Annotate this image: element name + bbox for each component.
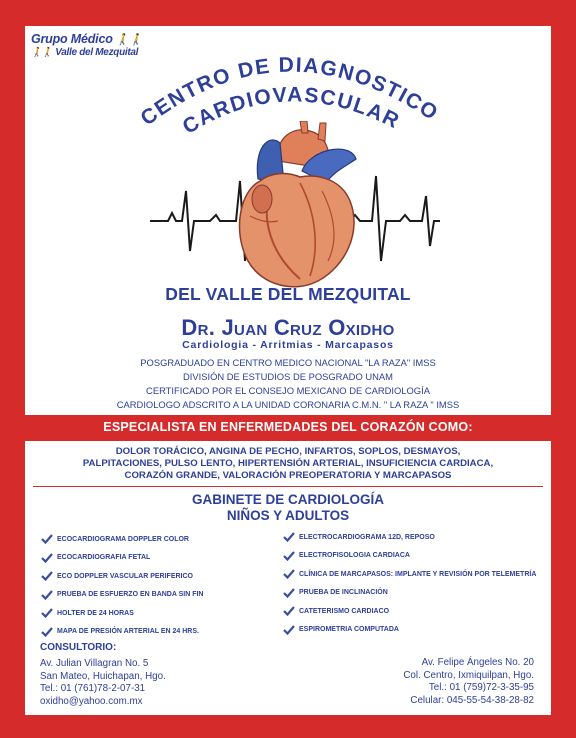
email-link[interactable]: oxidho@yahoo.com.mx [40,695,143,707]
check-icon [41,590,53,600]
address-line: Av. Julian Villagran No. 5 [40,658,149,669]
service-item: ECOCARDIOGRAMA DOPPLER COLOR [41,530,204,548]
conditions-line: DOLOR TORÁCICO, ANGINA DE PECHO, INFARTOS, SOPLOS, DESMAYOS, [115,446,461,457]
service-item: ESPIROMETRIA COMPUTADA [283,621,536,639]
gabinete-title [25,492,551,524]
check-icon [283,532,295,542]
credentials [25,356,551,412]
check-icon [283,606,295,616]
address-line: Av. Felipe Ángeles No. 20 [421,657,534,668]
check-icon [283,625,295,635]
banner-text: ESPECIALISTA EN ENFERMEDADES DEL CORAZÓN COMO: [103,420,473,434]
service-item: MAPA DE PRESIÓN ARTERIAL EN 24 HRS. [41,623,204,641]
people-figures-icon: 🚶🚶 [115,34,143,46]
title-line2: CARDIOVASCULAR [178,83,404,139]
credential-line: CERTIFICADO POR EL CONSEJO MEXICANO DE CARDIOLOGÍA [146,385,430,396]
service-item: PRUEBA DE INCLINACIÓN [283,584,536,602]
title-line1: CENTRO DE DIAGNOSTICO [136,53,443,131]
check-icon [41,553,53,563]
address-left [40,658,166,708]
services-right [283,528,536,639]
gabinete-line1: GABINETE DE CARDIOLOGÍA [191,492,384,507]
conditions-line: PALPITACIONES, PULSO LENTO, HIPERTENSIÓN ARTERIAL, INSUFICIENCIA CARDIACA, [82,458,494,469]
conditions-line: CORAZÓN GRANDE, VALORACIÓN PREOPERATORIA Y MARCAPASOS [124,470,452,481]
check-icon [283,569,295,579]
check-icon [283,551,295,561]
address-line: San Mateo, Huichapan, Hgo. [40,670,166,682]
phone-line: Tel.: 01 (759)72-3-35-95 [428,682,534,693]
service-item: CATETERISMO CARDIACO [283,602,536,620]
services-left [41,530,204,641]
service-item: CLÍNICA DE MARCAPASOS: IMPLANTE Y REVISIÓN POR TELEMETRÍA [283,565,536,583]
logo-line1: Grupo Médico [31,32,113,46]
service-item: HOLTER DE 24 HORAS [41,604,204,622]
credential-line: CARDIOLOGO ADSCRITO A LA UNIDAD CORONARIA C.M.N. " LA RAZA " IMSS [116,399,460,410]
clinic-subtitle: DEL VALLE DEL MEZQUITAL [165,284,411,304]
people-figures-icon-small: 🚶🚶 [31,47,53,57]
check-icon [41,534,53,544]
check-icon [41,571,53,581]
check-icon [283,588,295,598]
service-item: ELECTROCARDIOGRAMA 12D, REPOSO [283,528,536,546]
phone-line: Tel.: 01 (761)78-2-07-31 [40,683,146,694]
address-right [403,657,534,707]
check-icon [41,627,53,637]
credential-line: POSGRADUADO EN CENTRO MEDICO NACIONAL "LA RAZA" IMSS [140,357,436,368]
service-item: ELECTROFISOLOGIA CARDIACA [283,547,536,565]
service-item: PRUEBA DE ESFUERZO EN BANDA SIN FIN [41,586,204,604]
credential-line: DIVISIÓN DE ESTUDIOS DE POSGRADO UNAM [183,371,393,382]
address-line: Col. Centro, Ixmiquilpan, Hgo. [403,669,534,681]
divider [33,486,543,487]
consultorio-title: CONSULTORIO: [40,642,117,653]
service-item: ECOCARDIOGRAFIA FETAL [41,549,204,567]
mobile-line: Celular: 045-55-54-38-28-82 [410,694,534,706]
gabinete-line2: NIÑOS Y ADULTOS [226,508,350,523]
logo-line2: Valle del Mezquital [55,47,139,58]
service-item: ECO DOPPLER VASCULAR PERIFERICO [41,567,204,585]
flyer-sheet [25,26,551,715]
check-icon [41,608,53,618]
specialist-banner [0,415,576,441]
doctor-specialty: Cardiologia - Arritmias - Marcapasos [182,339,394,351]
doctor-name: Dr. Juan Cruz Oxidho [181,315,395,340]
heart-illustration [150,121,440,296]
conditions-list [25,446,551,482]
